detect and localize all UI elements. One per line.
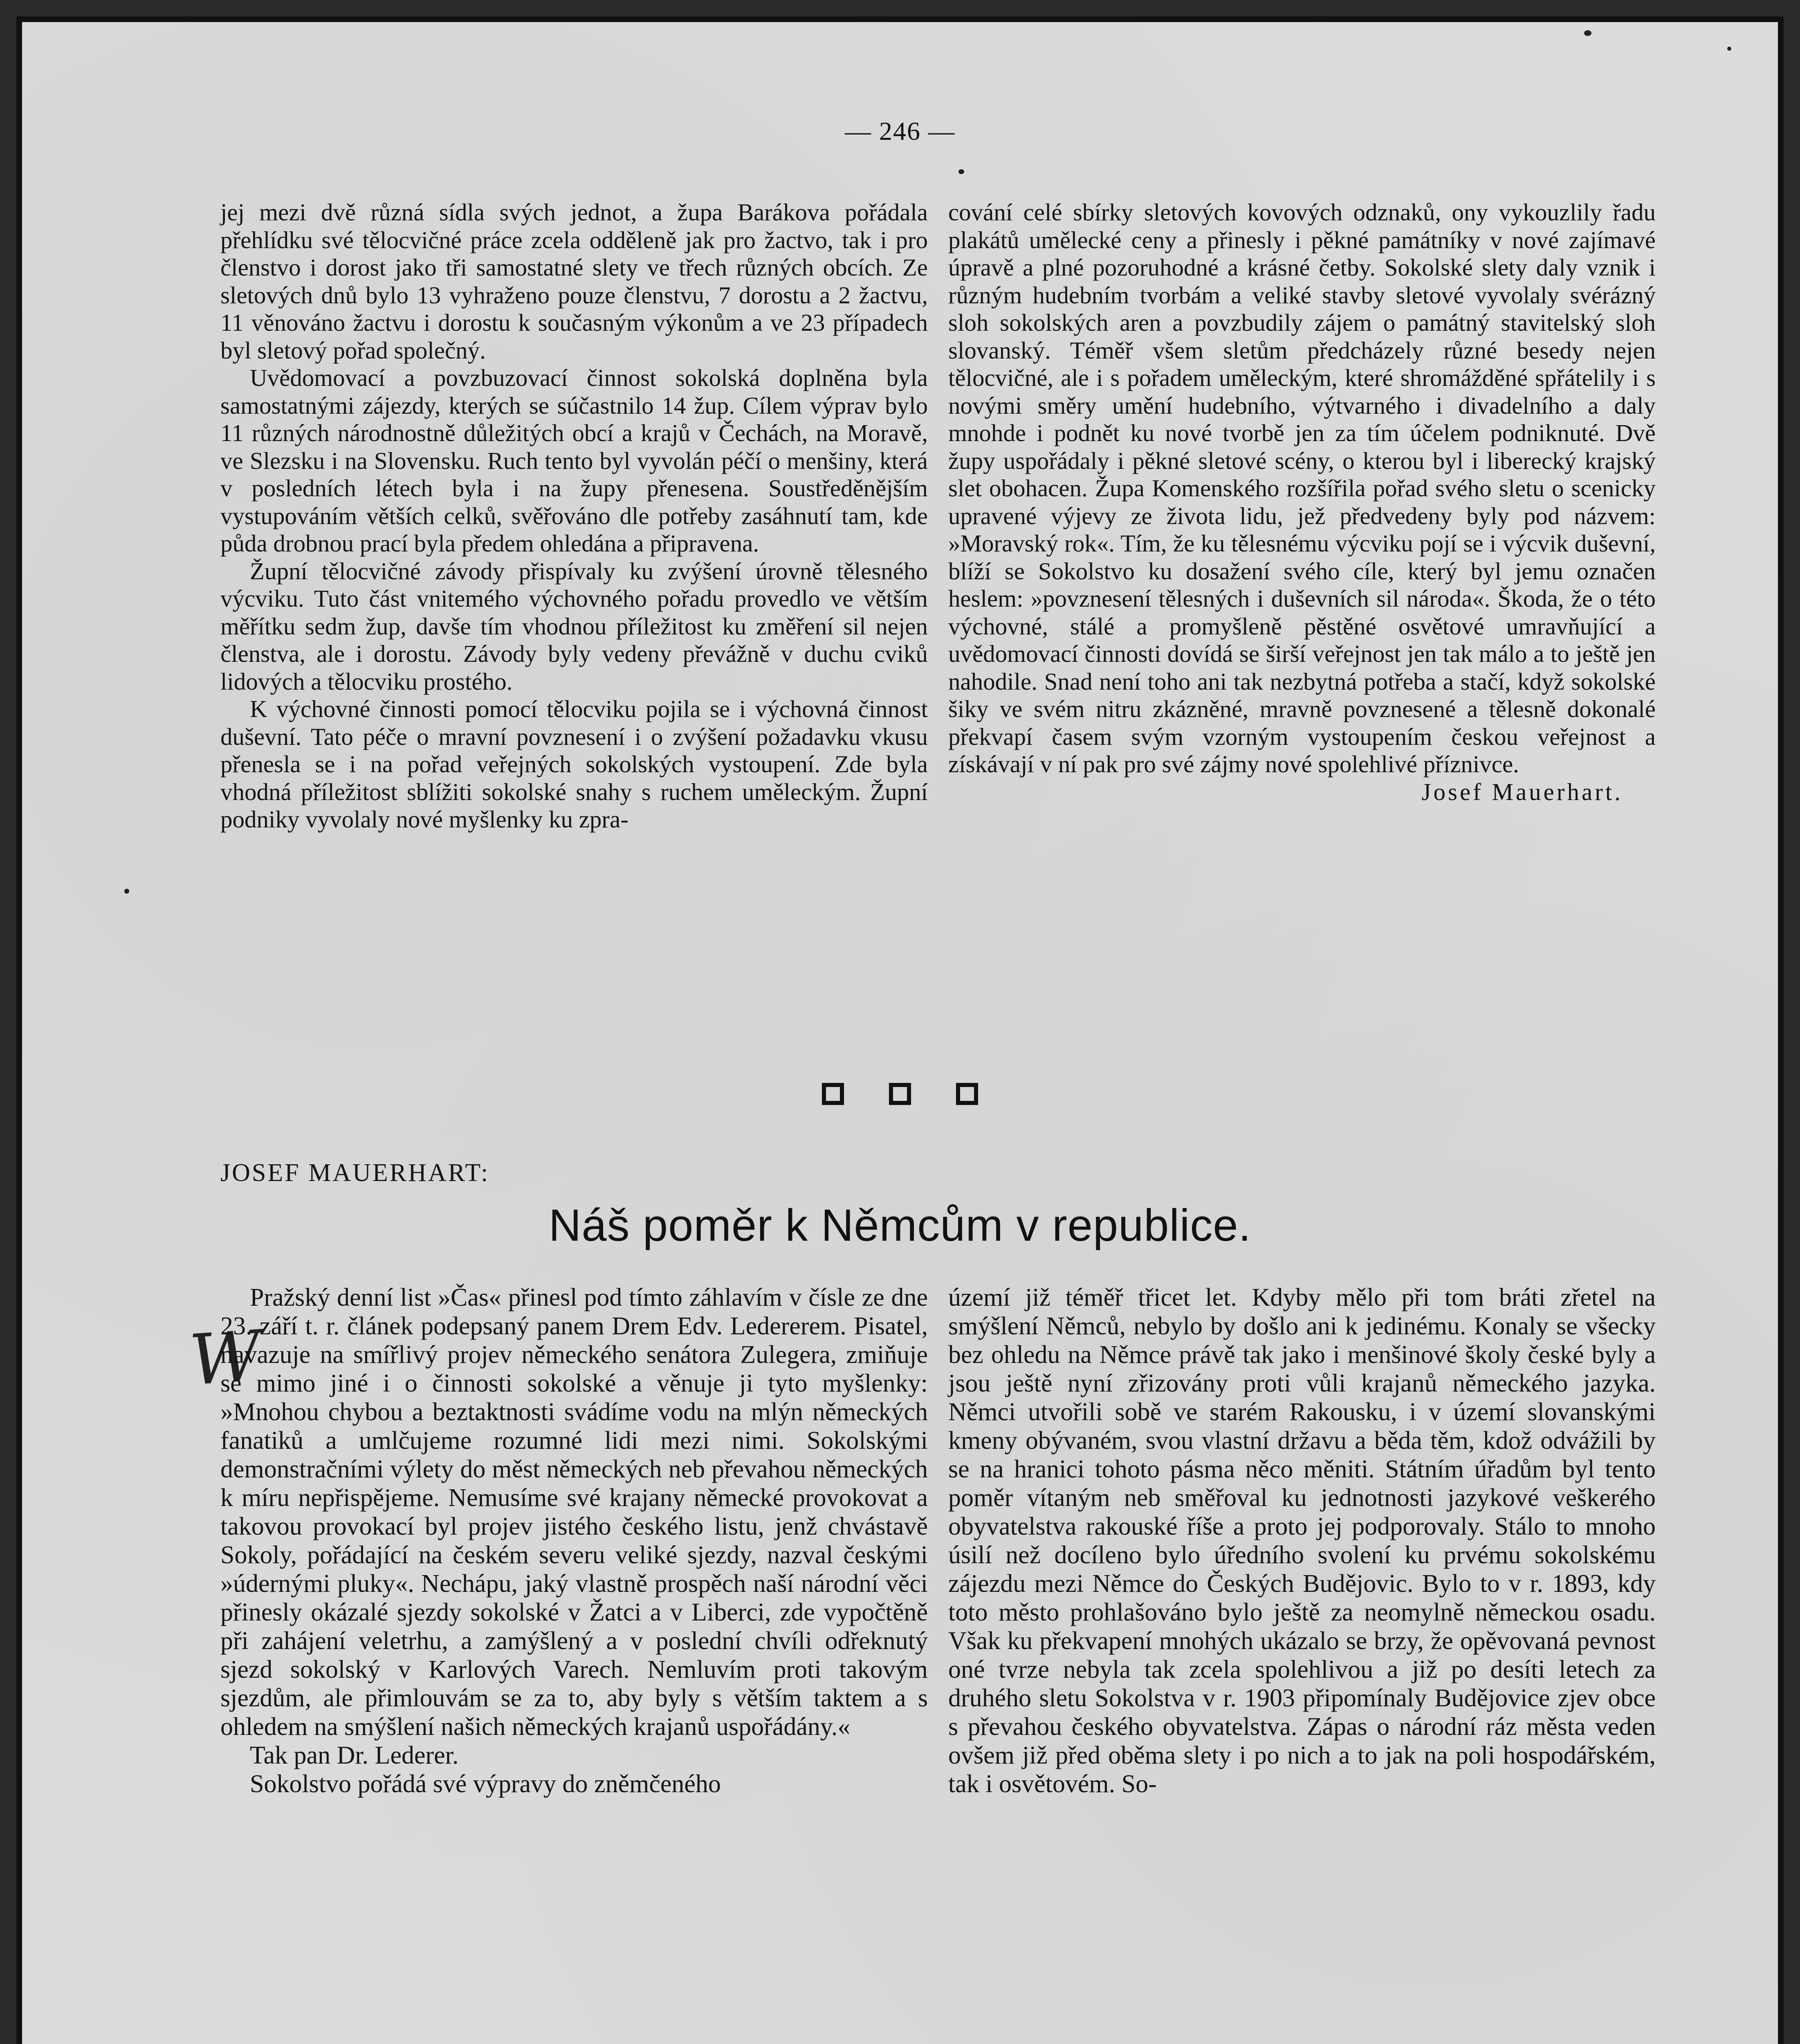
- section-separator: [22, 1083, 1778, 1107]
- separator-square-icon: [889, 1083, 911, 1105]
- paragraph: Pražský denní list »Čas« přinesl pod tímto záhlavím v čísle ze dne 23. září t. r. článek podepsaný panem Drem Edv. Ledererem. Pisatel, navazuje na smířlivý projev německého senátora Zulegera, zmiňuje se mimo jiné i o činnosti sokolské a věnuje ji tyto myšlenky: »Mnohou chybou a beztaktnosti svádíme vodu na mlýn německých fanatiků a umlčujeme rozumné lidi mezi nimi. Sokolskými demonstračními výlety do měst německých neb převahou německých k míru nepřispějeme. Nemusíme své krajany německé provokovat a takovou provokací byl projev jistého českého listu, jenž chvástavě Sokoly, pořádající na českém severu veliké sjezdy, nazval českými »údernými pluky«. Nechápu, jaký vlastně prospěch naší národní věci přinesly okázalé sjezdy sokolské v Žatci a v Liberci, zde vypočtěně při zahájení veletrhu, a zamýšlený a v poslední chvíli odřeknutý sjezd sokolský v Karlových Varech. Nemluvím proti takovým sjezdům, ale přimlouvám se za to, aby byly s větším taktem a s ohledem na smýšlení našich německých krajanů uspořádány.«: [220, 1284, 928, 1741]
- paper-speck: [1584, 30, 1591, 36]
- paragraph: Uvědomovací a povzbuzovací činnost sokolská doplněna byla samostatnými zájezdy, kterých se súčastnilo 14 žup. Cílem výprav bylo 11 různých národnostně důležitých obcí a krajů v Čechách, na Moravě, ve Slezsku i na Slovensku. Ruch tento byl vyvolán péčí o menšiny, která v posledních létech byla i na župy přenesena. Soustředěnějším vystupováním větších celků, svěřováno dle potřeby zasáhnutí tam, kde půda drobnou prací byla předem ohledána a připravena.: [220, 364, 928, 557]
- paper-speck: [1727, 47, 1731, 51]
- article-left-column: [220, 1283, 928, 1798]
- paper-speck: [124, 889, 129, 894]
- article-byline: JOSEF MAUERHART:: [220, 1159, 490, 1187]
- article-continuation-right-column: [948, 199, 1656, 806]
- paragraph: K výchovné činnosti pomocí tělocviku pojila se i výchovná činnost duševní. Tato péče o mravní povznesení i o zvýšení požadavku vkusu přenesla se i na pořad veřejných sokolských vystoupení. Zde byla vhodná příležitost sblížiti sokolské snahy s ruchem uměleckým. Župní podniky vyvolaly nové myšlenky ku zpra-: [220, 695, 928, 833]
- handwritten-margin-mark: W: [187, 1316, 264, 1401]
- paragraph: Župní tělocvičné závody přispívaly ku zvýšení úrovně tělesného výcviku. Tuto část vnitemého výchovného pořadu provedlo ve větším měřítku sedm žup, davše tím vhodnou příležitost ku změření sil nejen členstva, ale i dorostu. Závody byly vedeny převážně v duchu cviků lidových a tělocviku prostého.: [220, 557, 928, 695]
- separator-square-icon: [822, 1083, 844, 1105]
- paragraph: území již téměř třicet let. Kdyby mělo při tom bráti zřetel na smýšlení Němců, nebylo by došlo ani k jedinému. Konaly se všecky bez ohledu na Němce právě tak jako i menšinové školy české byly a jsou ještě nyní zřizovány proti vůli krajanů německého jazyka. Němci utvořili sobě ve starém Rakousku, i v území slovanskými kmeny obývaném, svou vlastní državu a běda těm, kdož odvážili by se na hranici tohoto pásma něco měniti. Státním úřadům byl tento poměr vítaným neb směřoval ku jednotnosti jazykové veškerého obyvatelstva rakouské říše a proto jej podporovaly. Stálo to mnoho úsilí než docíleno bylo úředního svolení ku prvému sokolskému zájezdu mezi Němce do Českých Budějovic. Bylo to v r. 1893, kdy toto město prohlašováno bylo ještě za neomylně německou osadu. Však ku překvapení mnohých ukázalo se brzy, že opěvovaná pevnost oné tvrze nebyla tak zcela spolehlivou a již po desíti letech za druhého sletu Sokolstva v r. 1903 připomínaly Budějovice zjev obce s převahou českého obyvatelstva. Zápas o národní ráz města veden ovšem již před oběma slety i po nich a to jak na poli hospodářském, tak i osvětovém. So-: [948, 1284, 1656, 1798]
- article-right-column: [948, 1283, 1656, 1798]
- article-headline: Náš poměr k Němcům v republice.: [548, 1200, 1252, 1251]
- paragraph: cování celé sbírky sletových kovových odznaků, ony vykouzlily řadu plakátů umělecké ceny a přinesly i pěkné památníky v nové zajímavé úpravě a plné pozoruhodné a krásné četby. Sokolské slety daly vznik i různým hudebním tvorbám a veliké stavby sletové vyvolaly svérázný sloh sokolských aren a povzbudily zájem o památný stavitelský sloh slovanský. Téměř všem sletům předcházely různé besedy nejen tělocvičné, ale i s pořadem uměleckým, které shromážděné spřátelily i s novými směry umění hudebního, výtvarného i divadelního a daly mnohde i podnět ku nové tvorbě jen za tím účelem podniknuté. Dvě župy uspořádaly i pěkné sletové scény, o kterou byl i liberecký krajský slet obohacen. Župa Komenského rozšířila pořad svého sletu o scenicky upravené výjevy ze života lidu, jež předvedeny byly pod názvem: »Moravský rok«. Tím, že ku tělesnému výcviku pojí se i výcvik duševní, blíží se Sokolstvo ku dosažení svého cíle, který byl jemu označen heslem: »povznesení tělesných i duševních sil národa«. Škoda, že o této výchovné, stálé a promyšleně pěstěné osvětové umravňující a uvědomovací činnosti dovídá se širší veřejnost jen tak málo a to ještě jen nahodile. Snad není toho ani tak nezbytná potřeba a stačí, když sokolské šiky ve svém nitru zkázněné, mravně povznesené a tělesně dokonalé překvapí časem svým vzorným vystoupením českou veřejnost a získávají v ní pak pro své zájmy nové spolehlivé příznivce.: [948, 199, 1656, 778]
- paragraph: Tak pan Dr. Lederer.: [250, 1741, 459, 1769]
- paper-speck: [958, 169, 964, 174]
- separator-square-icon: [956, 1083, 978, 1105]
- author-signature: Josef Mauerhart.: [1421, 778, 1623, 805]
- paragraph: jej mezi dvě různá sídla svých jednot, a župa Barákova pořádala přehlídku své tělocvičné práce zcela odděleně jak pro žactvo, tak i pro členstvo i dorost jako tři samostatné slety ve třech různých obcích. Ze sletových dnů bylo 13 vyhraženo pouze členstvu, 7 dorostu a 2 žactvu, 11 věnováno žactvu i dorostu k současným výkonům a ve 23 případech byl sletový pořad společný.: [220, 199, 928, 364]
- page-number: — 246 —: [845, 117, 955, 146]
- article-continuation-left-column: [220, 199, 928, 834]
- paragraph: Sokolstvo pořádá své výpravy do zněmčeného: [250, 1770, 721, 1798]
- document-page: [16, 16, 1784, 2044]
